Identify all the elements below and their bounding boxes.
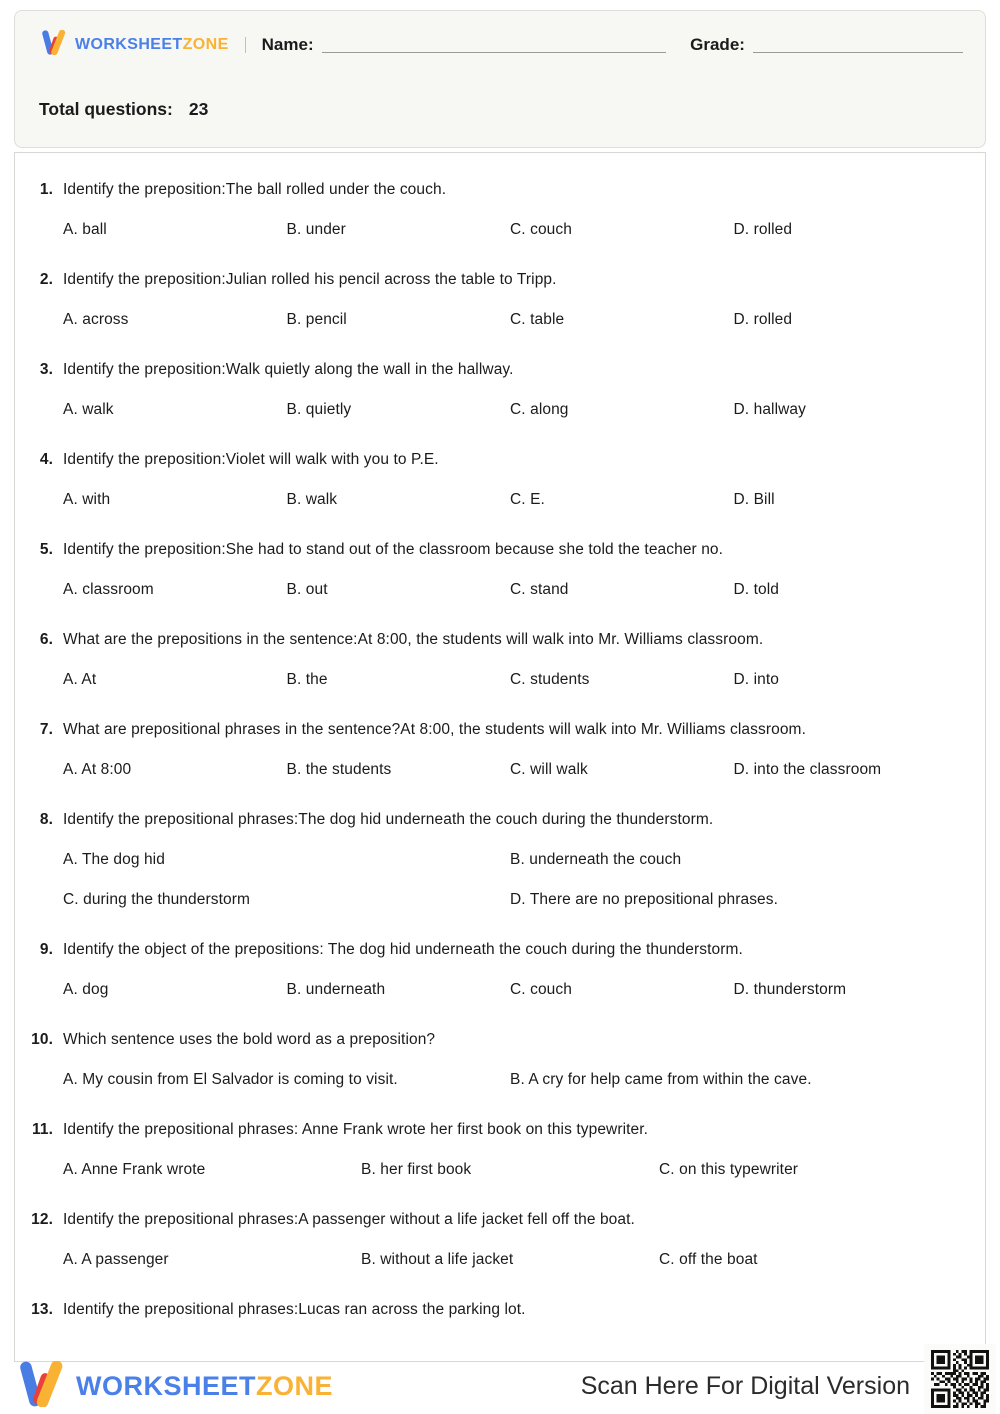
question-number: 1. [39, 181, 53, 198]
scan-here-text: Scan Here For Digital Version [580, 1371, 910, 1400]
question-text: Identify the preposition:Walk quietly along the wall in the hallway. [63, 361, 514, 378]
question-number: 10. [31, 1031, 53, 1048]
question-number: 4. [39, 451, 53, 468]
option: A. across [63, 311, 129, 328]
options-grid [63, 400, 957, 420]
question-text: Identify the prepositional phrases:A passenger without a life jacket fell off the boat. [63, 1211, 635, 1228]
question-number: 7. [39, 721, 53, 738]
name-label: Name: [261, 35, 314, 54]
option: A. ball [63, 221, 107, 238]
option: D. thunderstorm [733, 981, 847, 998]
options-grid [63, 220, 957, 240]
option: B. the [286, 671, 328, 688]
option: C. stand [510, 581, 569, 598]
option: C. off the boat [659, 1251, 758, 1268]
options-grid [63, 490, 957, 510]
question-text: Identify the preposition:She had to stand out of the classroom because she told the teacher no. [63, 541, 724, 558]
option: D. into [733, 671, 779, 688]
question-text: Which sentence uses the bold word as a preposition? [63, 1031, 436, 1048]
option: D. There are no prepositional phrases. [510, 891, 779, 908]
question-block [39, 450, 957, 510]
header-divider [245, 37, 246, 53]
brand-name-secondary: ZONE [182, 36, 229, 53]
option: B. A cry for help came from within the cave. [510, 1071, 812, 1088]
option: D. Bill [733, 491, 775, 508]
qr-code [924, 1344, 996, 1414]
option: A. At [63, 671, 97, 688]
question-block [32, 1120, 957, 1180]
question-block [39, 540, 957, 600]
option: B. under [286, 221, 346, 238]
option: D. rolled [733, 221, 793, 238]
option: A. dog [63, 981, 109, 998]
options-grid [63, 1070, 957, 1090]
header-brand-row [39, 27, 963, 63]
grade-blank-line [753, 51, 963, 53]
question-text: Identify the object of the prepositions: The dog hid underneath the couch during the thunderstorm. [63, 941, 743, 958]
option: A. Anne Frank wrote [63, 1161, 206, 1178]
question-text: Identify the prepositional phrases:Lucas ran across the parking lot. [63, 1301, 526, 1318]
option: B. out [286, 581, 328, 598]
footer-brand-secondary: ZONE [256, 1370, 334, 1401]
footer-brand-name [76, 1371, 333, 1402]
option: A. The dog hid [63, 851, 165, 868]
question-block [39, 360, 957, 420]
option: B. pencil [286, 311, 347, 328]
option: A. At 8:00 [63, 761, 132, 778]
question-number: 6. [39, 631, 53, 648]
questions-panel [14, 152, 986, 1362]
question-block [31, 1210, 957, 1270]
options-grid [63, 580, 957, 600]
question-block [39, 180, 957, 240]
option: B. without a life jacket [361, 1251, 514, 1268]
question-block [31, 1030, 957, 1090]
option: C. E. [510, 491, 545, 508]
question-text: Identify the preposition:Violet will walk with you to P.E. [63, 451, 439, 468]
option: C. will walk [510, 761, 588, 778]
total-questions-row [39, 99, 963, 120]
option: C. students [510, 671, 590, 688]
options-grid [63, 310, 957, 330]
options-grid [63, 760, 957, 780]
total-questions-value: 23 [188, 99, 209, 119]
footer [14, 1362, 986, 1410]
question-block [39, 940, 957, 1000]
option: C. couch [510, 981, 572, 998]
footer-brand-logo [14, 1361, 333, 1412]
options-grid [63, 980, 957, 1000]
header-card [14, 10, 986, 148]
question-block [39, 630, 957, 690]
option: A. walk [63, 401, 114, 418]
option: C. on this typewriter [659, 1161, 799, 1178]
option: A. with [63, 491, 111, 508]
worksheetzone-logo-icon [14, 1361, 66, 1412]
question-number: 13. [31, 1301, 53, 1318]
grade-label: Grade: [690, 35, 745, 54]
option: B. underneath the couch [510, 851, 682, 868]
option: B. the students [286, 761, 392, 778]
options-grid [63, 850, 957, 910]
name-blank-line [322, 51, 667, 53]
question-number: 3. [39, 361, 53, 378]
question-block [39, 270, 957, 330]
total-questions-label: Total questions: [39, 99, 173, 119]
options-grid [63, 1160, 957, 1180]
worksheetzone-logo-icon [39, 30, 67, 60]
option: C. along [510, 401, 569, 418]
question-block [39, 720, 957, 780]
question-text: What are prepositional phrases in the sentence?At 8:00, the students will walk into Mr. Williams classroom. [63, 721, 806, 738]
options-grid [63, 1250, 957, 1270]
option: C. table [510, 311, 565, 328]
question-text: What are the prepositions in the sentence:At 8:00, the students will walk into Mr. Williams classroom. [63, 631, 764, 648]
question-text: Identify the preposition:The ball rolled under the couch. [63, 181, 447, 198]
question-number: 2. [39, 271, 53, 288]
option: D. into the classroom [733, 761, 882, 778]
brand-logo [39, 30, 229, 60]
option: D. rolled [733, 311, 793, 328]
option: A. My cousin from El Salvador is coming to visit. [63, 1071, 398, 1088]
option: C. during the thunderstorm [63, 891, 250, 908]
option: D. hallway [733, 401, 806, 418]
option: B. underneath [286, 981, 386, 998]
question-text: Identify the preposition:Julian rolled his pencil across the table to Tripp. [63, 271, 557, 288]
options-grid [63, 670, 957, 690]
question-text: Identify the prepositional phrases:The dog hid underneath the couch during the thunderstorm. [63, 811, 714, 828]
question-number: 9. [39, 941, 53, 958]
question-number: 8. [39, 811, 53, 828]
option: D. told [733, 581, 779, 598]
brand-name-primary: WORKSHEET [75, 36, 183, 53]
option: A. classroom [63, 581, 154, 598]
option: B. quietly [286, 401, 352, 418]
question-text: Identify the prepositional phrases: Anne Frank wrote her first book on this typewriter. [63, 1121, 649, 1138]
footer-brand-primary: WORKSHEET [76, 1370, 256, 1401]
option: C. couch [510, 221, 572, 238]
question-block [31, 1300, 957, 1320]
option: A. A passenger [63, 1251, 169, 1268]
question-block [39, 810, 957, 910]
brand-name [75, 36, 229, 54]
question-number: 12. [31, 1211, 53, 1228]
option: B. walk [286, 491, 338, 508]
question-number: 11. [32, 1121, 53, 1138]
question-number: 5. [39, 541, 53, 558]
option: B. her first book [361, 1161, 472, 1178]
qr-code-icon [931, 1350, 989, 1408]
